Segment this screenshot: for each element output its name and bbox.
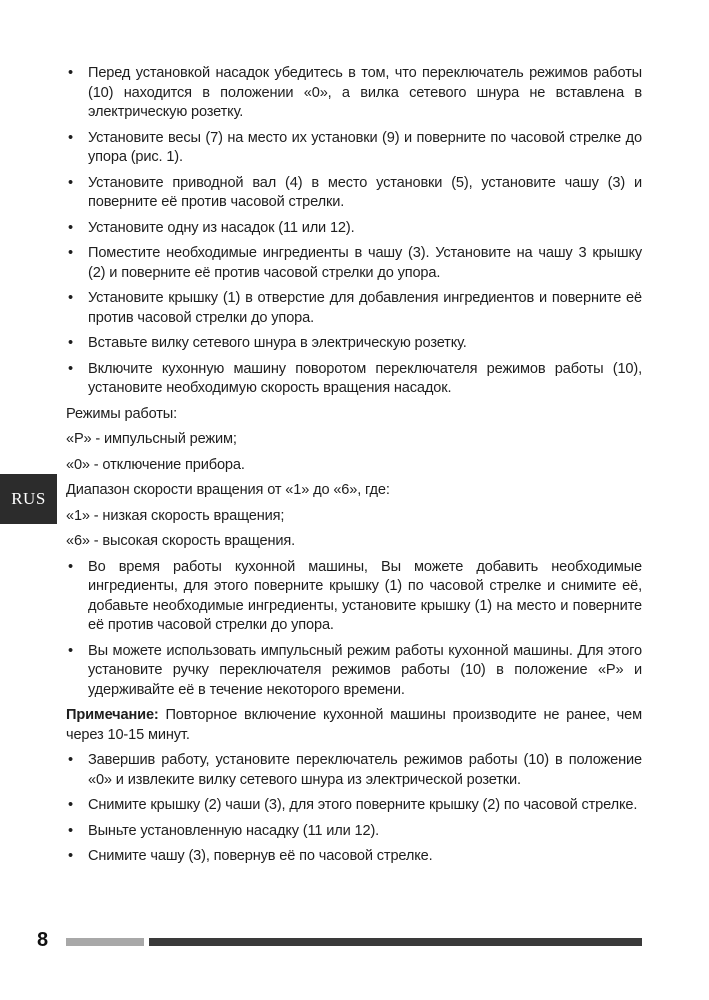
note-text: Повторное включение кухонной машины производите не ранее, чем через 10-15 минут. xyxy=(66,707,642,743)
bullet-icon: • xyxy=(68,822,73,839)
mode-p: «P» - импульсный режим; xyxy=(66,431,237,447)
footer-bar-light xyxy=(66,938,144,946)
bullet-icon: • xyxy=(68,65,73,81)
speed-low: «1» - низкая скорость вращения; xyxy=(66,507,285,524)
bullet-icon: • xyxy=(68,290,73,306)
list-item: • Выньте установленную насадку (11 или 12). xyxy=(66,822,642,842)
list-item: • Вставьте вилку сетевого шнура в электрическую розетку. xyxy=(66,334,642,354)
list-item: • Снимите чашу (3), повернув её по часовой стрелке. xyxy=(66,847,642,867)
setup-steps-list xyxy=(66,64,642,399)
list-item: • Завершив работу, установите переключатель режимов работы (10) в положение «0» и извлеките вилку сетевого шнура из электрической розетки. xyxy=(68,752,642,788)
list-item: • Во время работы кухонной машины, Вы можете добавить необходимые ингредиенты, для этого поверните крышку (1) по часовой стрелке и снимите её, добавьте необходимые ингредиенты, установите крышку (1) на место и поверните её против часовой стрелки до упора. xyxy=(68,558,642,633)
list-item: • Вы можете использовать импульсный режим работы кухонной машины. Для этого установите ручку переключателя режимов работы (10) в положение «P» и удерживайте её в течение некоторого времени. xyxy=(68,642,642,698)
modes-heading: Режимы работы: xyxy=(66,405,178,422)
bullet-icon: • xyxy=(68,642,73,659)
bullet-icon: • xyxy=(68,848,73,864)
mode-zero: «0» - отключение прибора. xyxy=(66,456,245,473)
speed-high: «6» - высокая скорость вращения. xyxy=(66,533,296,549)
bullet-icon: • xyxy=(68,797,73,813)
bullet-icon: • xyxy=(68,245,73,261)
bullet-icon: • xyxy=(68,752,73,768)
footer-bar-dark xyxy=(149,938,642,946)
note-label: Примечание: xyxy=(66,707,159,723)
bullet-icon: • xyxy=(68,360,73,377)
page-body xyxy=(66,64,642,873)
speed-range: Диапазон скорости вращения от «1» до «6», где: xyxy=(66,482,390,498)
language-tab: RUS xyxy=(0,474,57,524)
list-item: • Включите кухонную машину поворотом переключателя режимов работы (10), установите необходимую скорость вращения насадок. xyxy=(68,360,642,396)
bullet-icon: • xyxy=(68,219,73,236)
list-item: • Поместите необходимые ингредиенты в чашу (3). Установите на чашу 3 крышку (2) и поверните её против часовой стрелки до упора. xyxy=(68,245,642,281)
bullet-icon: • xyxy=(68,558,73,575)
bullet-icon: • xyxy=(68,335,73,351)
list-item: • Установите весы (7) на место их установки (9) и поверните по часовой стрелке до упора (рис. 1). xyxy=(68,129,642,165)
list-item: • Установите приводной вал (4) в место установки (5), установите чашу (3) и поверните её против часовой стрелки. xyxy=(68,174,642,210)
bullet-icon: • xyxy=(68,174,73,191)
list-item: • Установите крышку (1) в отверстие для добавления ингредиентов и поверните её против часовой стрелки до упора. xyxy=(68,290,642,326)
finish-steps-list xyxy=(66,751,642,867)
note-paragraph xyxy=(66,706,642,745)
operation-list xyxy=(66,558,642,701)
page-number: 8 xyxy=(37,929,49,951)
bullet-icon: • xyxy=(68,129,73,146)
list-item: • Перед установкой насадок убедитесь в том, что переключатель режимов работы (10) находится в положении «0», а вилка сетевого шнура не вставлена в электрическую розетку. xyxy=(68,65,642,120)
list-item: • Снимите крышку (2) чаши (3), для этого поверните крышку (2) по часовой стрелке. xyxy=(66,796,642,816)
list-item: • Установите одну из насадок (11 или 12). xyxy=(66,219,642,239)
